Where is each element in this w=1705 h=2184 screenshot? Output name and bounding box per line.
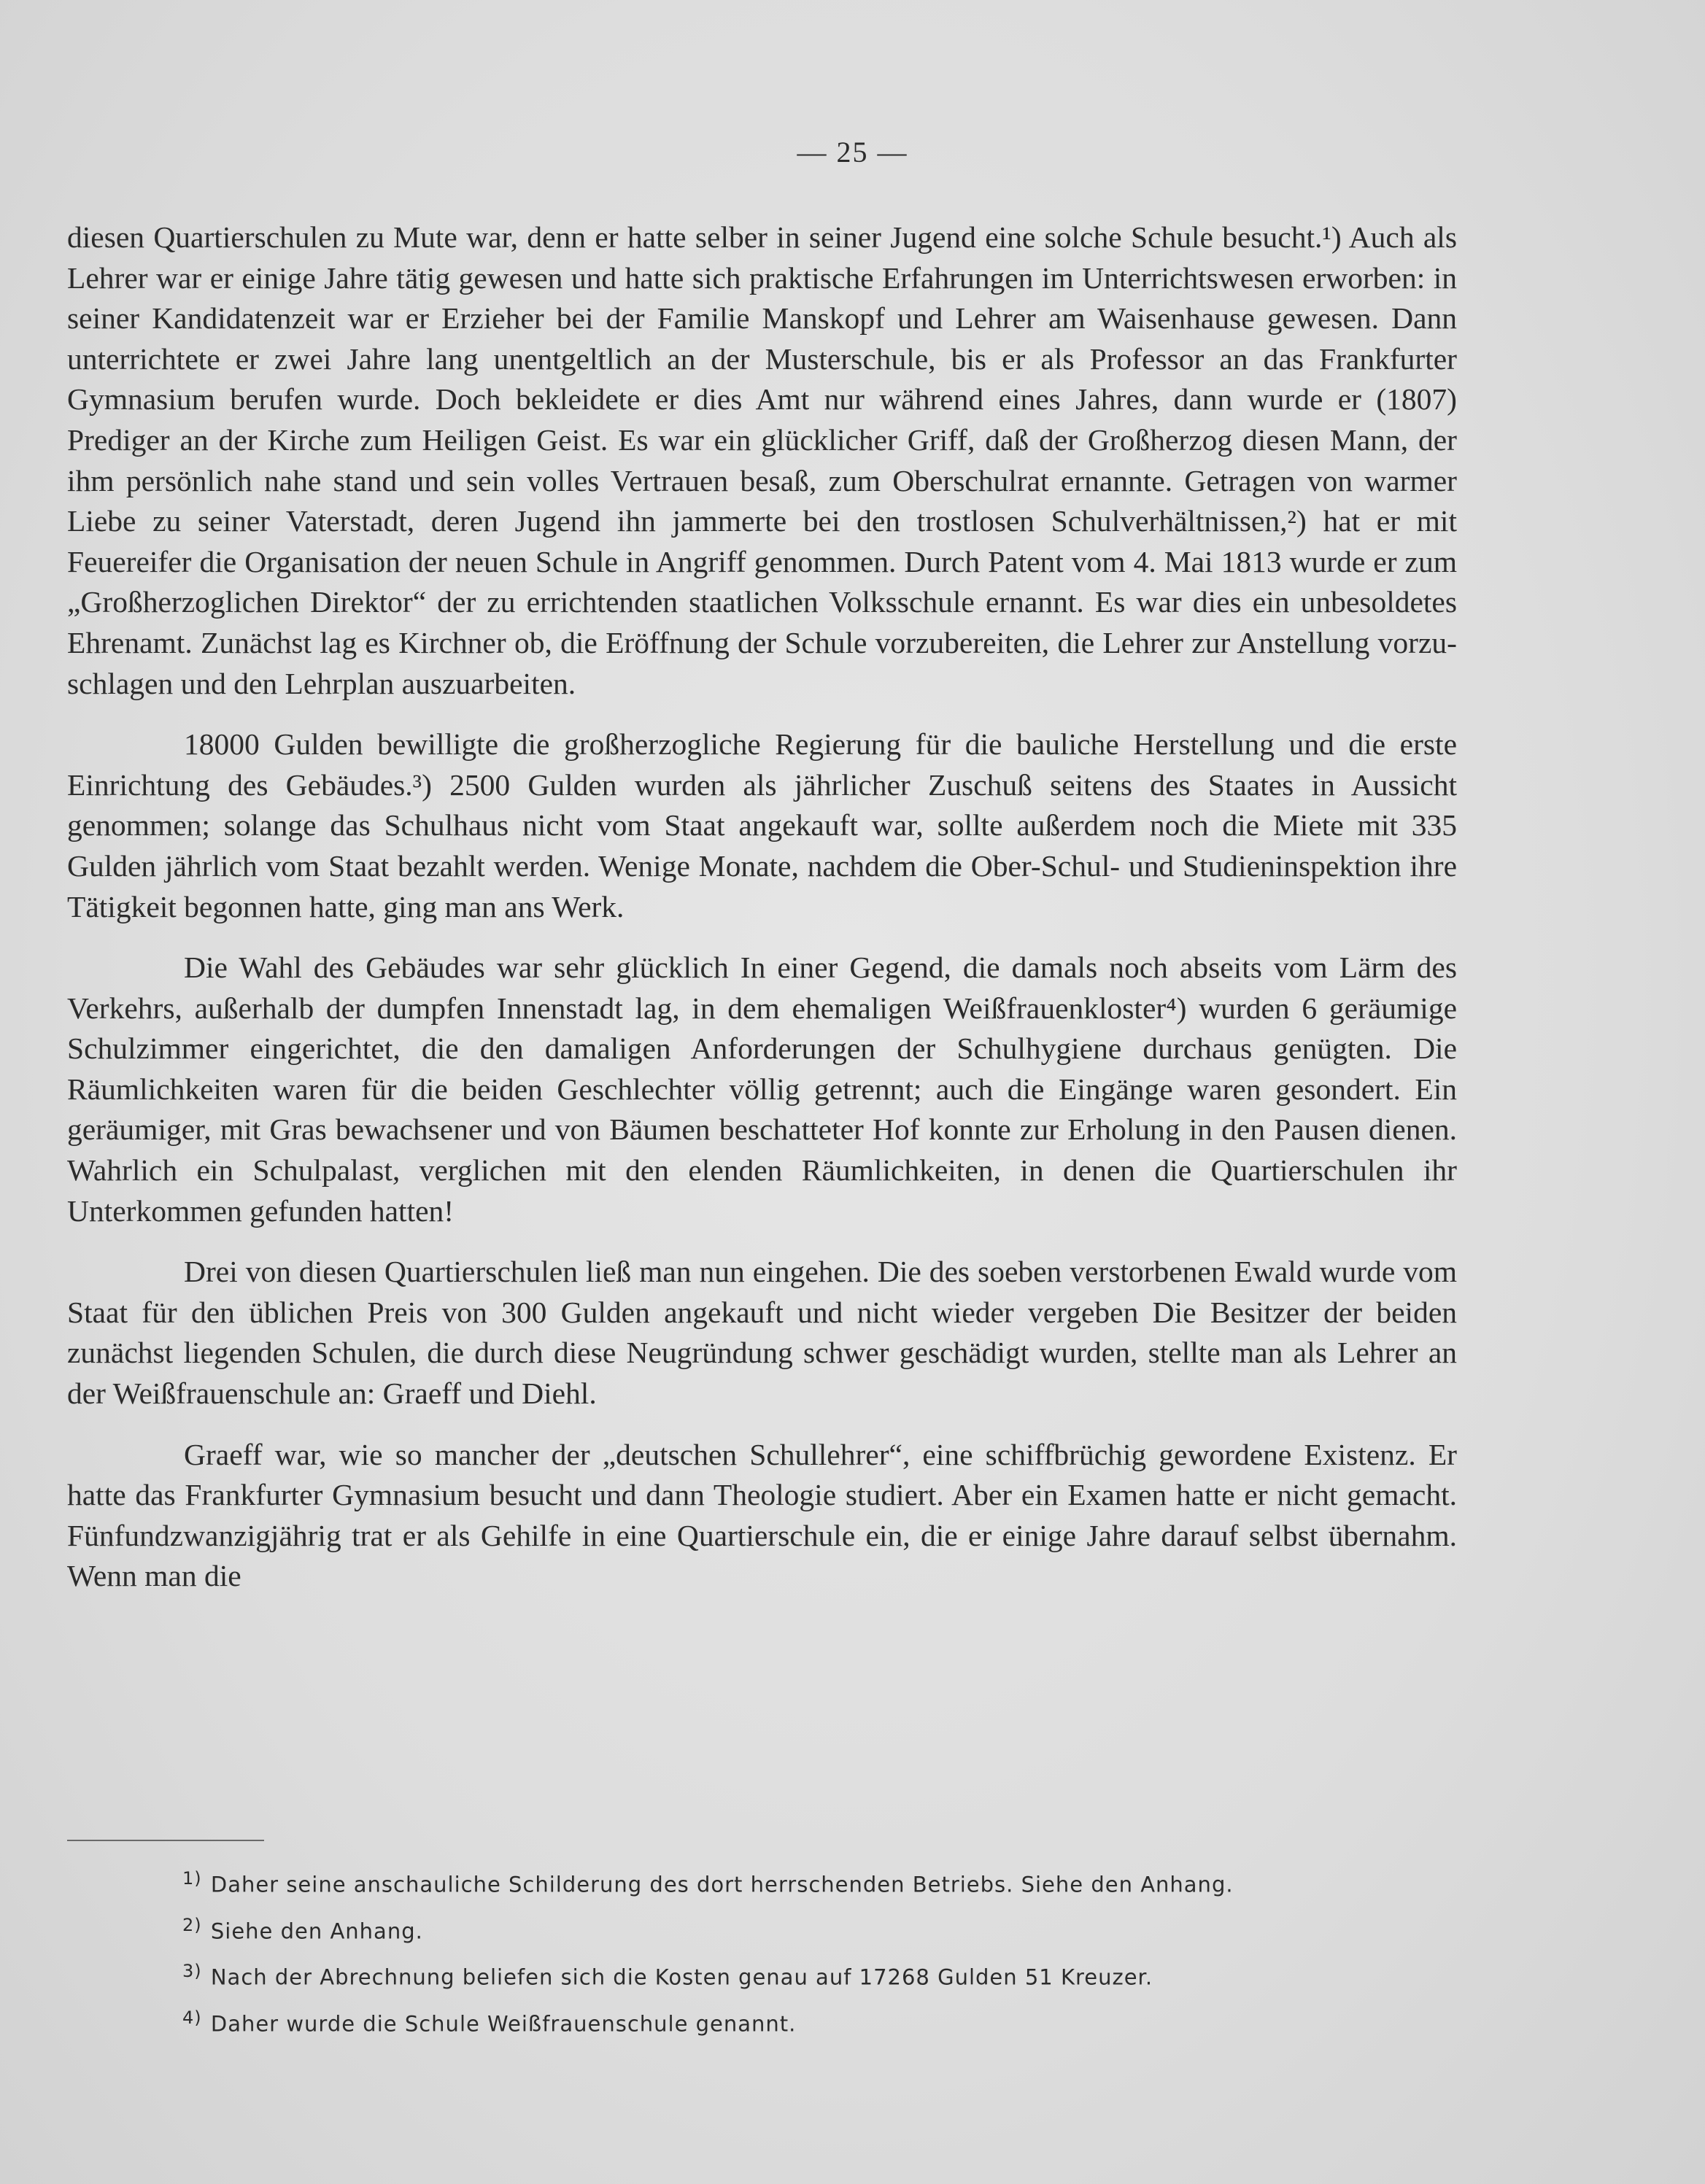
footnote-divider (67, 1840, 264, 1841)
footnote-text: Daher wurde die Schule Weißfrauenschule genannt. (210, 2011, 797, 2037)
body-text (67, 217, 1457, 1617)
footnote-marker: 3) (182, 1961, 202, 1982)
footnote-text: Nach der Abrechnung beliefen sich die Kosten genau auf 17268 Gulden 51 Kreuzer. (210, 1964, 1153, 1990)
footnote (182, 1905, 1423, 1952)
paragraph: 18000 Gulden bewilligte die großherzogliche Regierung für die bauliche Herstellung und die erste Einrichtung des Gebäudes.³) 2500 Gulden wurden als jährlicher Zuschuß seitens des Staates in Aussicht genommen; solange das Schulhaus nicht vom Staat angekauft war, sollte außerdem noch die Miete mit 335 Gulden jährlich vom Staat bezahlt werden. Wenige Monate, nachdem die Ober-Schul- und Studieninspektion ihre Tätigkeit begonnen hatte, ging man ans Werk. (67, 727, 1457, 923)
footnote (182, 1951, 1423, 1998)
footnote-marker: 4) (182, 2007, 202, 2028)
paragraph: diesen Quartierschulen zu Mute war, denn er hatte selber in seiner Jugend eine solche Schule besucht.¹) Auch als Lehrer war er einige Jahre tätig gewesen und hatte sich praktische Erfahrungen im Unterrichtswesen erworben: in seiner Kandidatenzeit war er Erzieher bei der Familie Manskopf und Lehrer am Waisenhause gewesen. Dann unterrichtete er zwei Jahre lang unentgeltlich an der Musterschule, bis er als Professor an das Frankfurter Gymnasium berufen wurde. Doch bekleidete er dies Amt nur während eines Jahres, dann wurde er (1807) Prediger an der Kirche zum Heiligen Geist. Es war ein glücklicher Griff, daß der Großherzog diesen Mann, der ihm persönlich nahe stand und sein volles Vertrauen besaß, zum Oberschulrat ernannte. Getragen von warmer Liebe zu seiner Vaterstadt, deren Jugend ihn jammerte bei den trostlosen Schulverhältnissen,²) hat er mit Feuereifer die Organisation der neuen Schule in Angriff genommen. Durch Patent vom 4. Mai 1813 wurde er zum „Großherzoglichen Direktor“ der zu errichtenden staatlichen Volksschule ernannt. Es war dies ein unbesoldetes Ehrenamt. Zunächst lag es Kirchner ob, die Eröffnung der Schule vorzubereiten, die Lehrer zur Anstellung vorzuschlagen und den Lehrplan auszuarbeiten. (67, 220, 1457, 700)
paragraph: Graeff war, wie so mancher der „deutschen Schullehrer“, eine schiffbrüchig gewordene Existenz. Er hatte das Frankfurter Gymnasium besucht und dann Theologie studiert. Aber ein Examen hatte er nicht gemacht. Fünfundzwanzigjährig trat er als Gehilfe in eine Quartierschule ein, die er einige Jahre darauf selbst übernahm. Wenn man die (67, 1437, 1457, 1593)
paragraph: Drei von diesen Quartierschulen ließ man nun eingehen. Die des soeben verstorbenen Ewald wurde vom Staat für den üblichen Preis von 300 Gulden angekauft und nicht wieder vergeben Die Besitzer der beiden zunächst liegenden Schulen, die durch diese Neugründung schwer geschädigt wurden, stellte man als Lehrer an der Weißfrauenschule an: Graeff und Diehl. (67, 1255, 1457, 1411)
footnote-marker: 1) (182, 1868, 202, 1889)
footnote (182, 1998, 1423, 2045)
footnote-text: Daher seine anschauliche Schilderung des dort herrschenden Betriebs. Siehe den Anhang. (210, 1872, 1234, 1897)
footnote-text: Siehe den Anhang. (210, 1918, 423, 1944)
page-number: — 25 — (797, 136, 908, 169)
footnote-marker: 2) (182, 1914, 202, 1935)
footnote (182, 1859, 1423, 1905)
footnotes (182, 1859, 1423, 2045)
paragraph: Die Wahl des Gebäudes war sehr glücklich In einer Gegend, die damals noch abseits vom Lärm des Verkehrs, außerhalb der dumpfen Innenstadt lag, in dem ehemaligen Weißfrauenkloster⁴) wurden 6 geräumige Schulzimmer eingerichtet, die den damaligen Anforderungen der Schulhygiene durchaus genügten. Die Räumlichkeiten waren für die beiden Geschlechter völlig getrennt; auch die Eingänge waren gesondert. Ein geräumiger, mit Gras bewachsener und von Bäumen beschatteter Hof konnte zur Erholung in den Pausen dienen. Wahrlich ein Schulpalast, verglichen mit den elenden Räumlichkeiten, in denen die Quartierschulen ihr Unterkommen gefunden hatten! (67, 950, 1457, 1228)
